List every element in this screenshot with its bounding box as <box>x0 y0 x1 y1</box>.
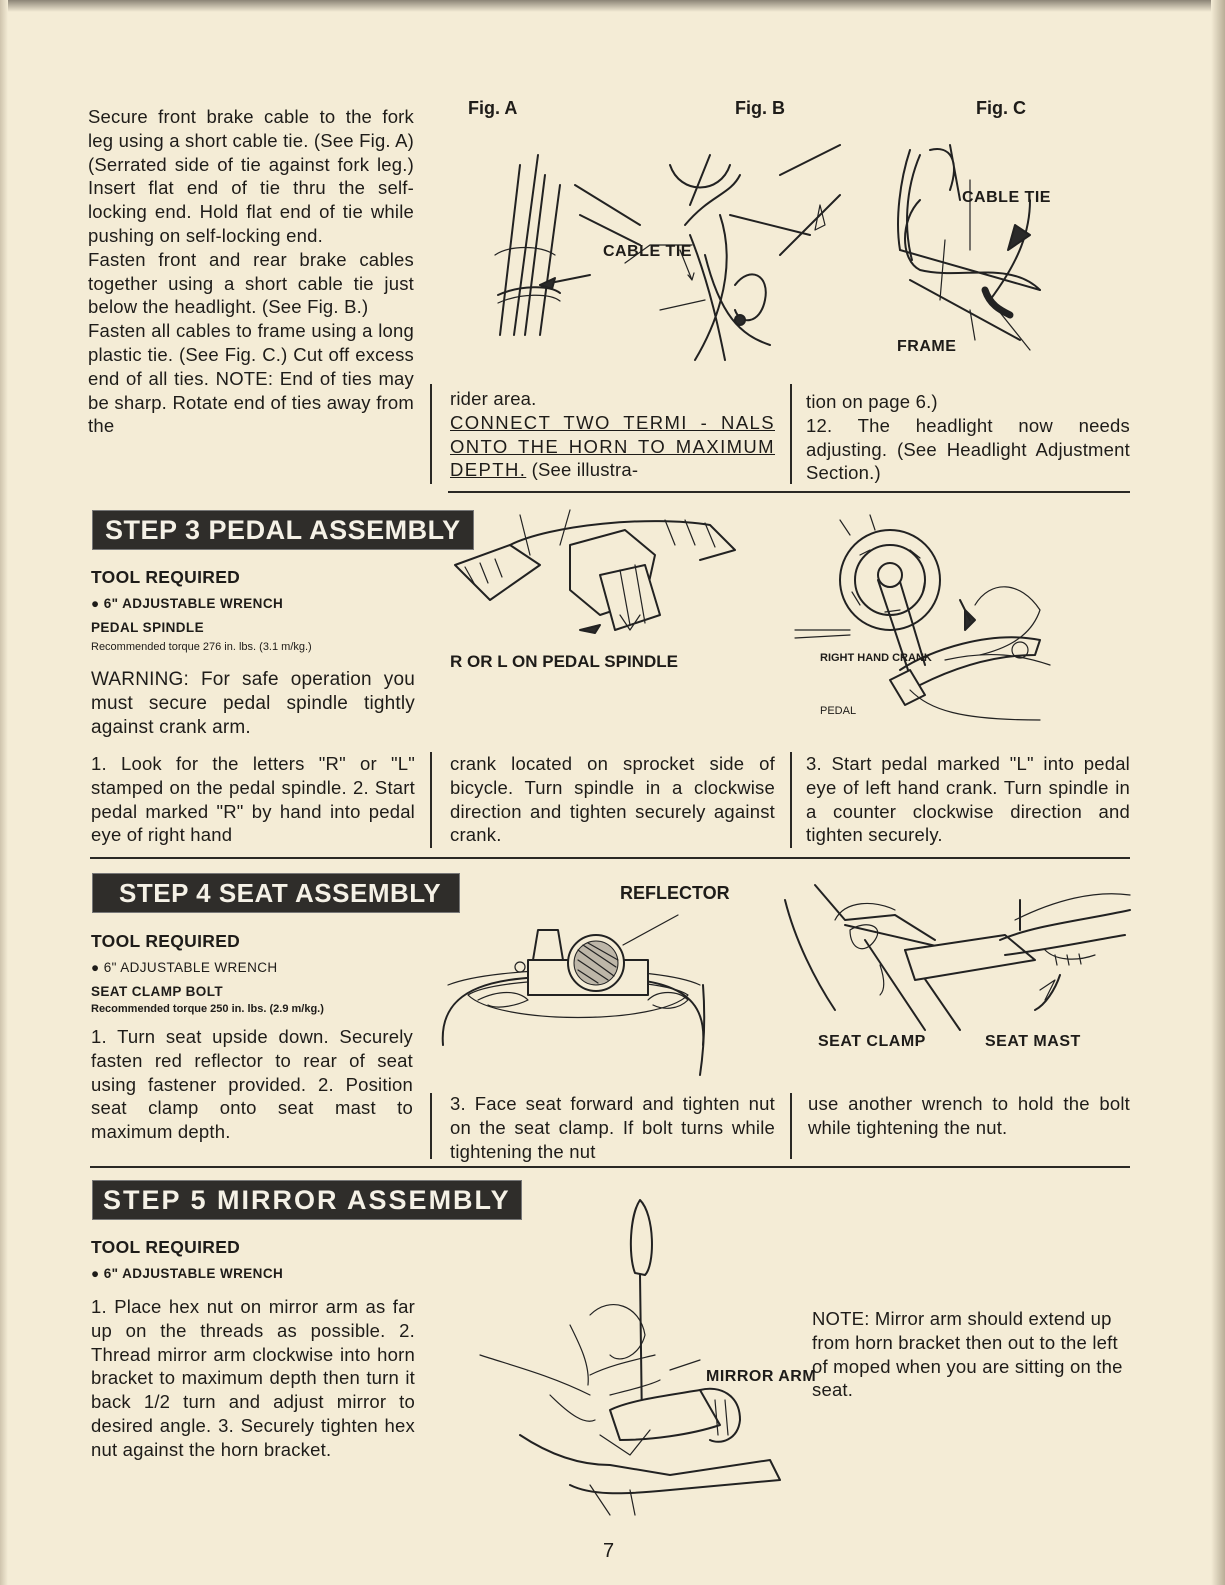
step-5-tool-block <box>91 1237 421 1281</box>
tool-required-heading: TOOL REQUIRED <box>91 931 241 951</box>
part-name: PEDAL SPINDLE <box>91 620 204 635</box>
fig-b-label: Fig. B <box>735 98 785 118</box>
step-4-col2: 3. Face seat forward and tighten nut on the seat clamp. If bolt turns while tightening the nut <box>450 1093 775 1162</box>
column-divider <box>430 1093 432 1159</box>
column-divider <box>790 752 792 848</box>
tion-on-page-text: tion on page 6.) <box>806 391 938 412</box>
column-divider <box>790 384 792 484</box>
top-col3 <box>806 390 1130 485</box>
page-left-edge <box>0 0 8 1585</box>
step-9-text: Fasten front and rear brake cables together using a short cable tie just below the headlight. (See Fig. B.) <box>88 248 414 318</box>
tool-item: ● 6" ADJUSTABLE WRENCH <box>91 1266 284 1281</box>
tool-required-heading: TOOL REQUIRED <box>91 1237 241 1257</box>
step-10-text: Fasten all cables to frame using a long plastic tie. (See Fig. C.) Cut off excess end of all ties. NOTE: End of ties may be sharp. Rotate end of ties away from the <box>88 320 414 437</box>
section-rule <box>448 491 1130 493</box>
step-8-text: Secure front brake cable to the fork leg using a short cable tie. (See Fig. A) (Serrated side of tie against fork leg.) Insert flat end of tie thru the self-locking end. Hold flat end of tie while pushing on self-locking end. <box>88 106 414 246</box>
tool-item: ● 6" ADJUSTABLE WRENCH <box>91 960 278 975</box>
fig-c-frame-label: FRAME <box>897 338 957 355</box>
fig-a-label: Fig. A <box>468 98 518 118</box>
step-12-text: 12. The headlight now needs adjusting. (See Headlight Adjustment Section.) <box>806 414 1130 484</box>
column-divider <box>430 384 432 484</box>
mirror-arm-illustration <box>470 1195 790 1515</box>
mirror-arm-label: MIRROR ARM <box>706 1368 817 1385</box>
step-3-col3: 3. Start pedal marked "L" into pedal eye of left hand crank. Turn spindle in a counter clockwise direction and tighten securely. <box>806 753 1130 846</box>
torque-spec: Recommended torque 276 in. lbs. (3.1 m/kg.) <box>91 641 312 653</box>
step-3-tool-block <box>91 567 421 653</box>
column-divider <box>790 1093 792 1159</box>
seat-clamp-illustration <box>775 880 1135 1040</box>
step-11-caps: CONNECT TWO TERMI - NALS ONTO THE HORN TO MAXIMUM DEPTH. <box>450 411 775 481</box>
tool-item: ● 6" ADJUSTABLE WRENCH <box>91 596 284 611</box>
fig-c-cable-tie-label: CABLE TIE <box>962 189 1051 206</box>
step-5-steps: 1. Place hex nut on mirror arm as far up on the threads as possible. 2. Thread mirror arm clockwise into horn bracket to maximum depth then turn it back 1/2 turn and adjust mirror to desired angle. 3. Securely tighten hex nut against the horn bracket. <box>91 1296 415 1460</box>
seat-clamp-label: SEAT CLAMP <box>818 1033 926 1050</box>
rider-area-text: rider area. <box>450 388 537 409</box>
right-hand-crank-label: RIGHT HAND CRANK <box>820 652 932 664</box>
page-number: 7 <box>603 1540 615 1562</box>
fig-c-label: Fig. C <box>976 98 1026 118</box>
top-steps-column <box>88 105 414 438</box>
part-name: SEAT CLAMP BOLT <box>91 984 223 999</box>
fig-c-illustration <box>890 140 1060 360</box>
crank-wrench-illustration <box>790 510 1060 730</box>
step-4-col3: use another wrench to hold the bolt while tightening the nut. <box>808 1093 1130 1138</box>
pedal-label: PEDAL <box>820 705 857 717</box>
pedal-warning: WARNING: For safe operation you must secure pedal spindle tightly against crank arm. <box>91 669 415 738</box>
seat-reflector-illustration <box>438 905 718 1075</box>
page-top-edge <box>0 0 1225 12</box>
mirror-note: NOTE: Mirror arm should extend up from horn bracket then out to the left of moped when you are sitting on the seat. <box>812 1308 1123 1401</box>
tool-required-heading: TOOL REQUIRED <box>91 567 241 587</box>
step-11-rest: (See illustra- <box>531 459 639 481</box>
fig-b-cable-tie-label: CABLE TIE <box>603 243 692 260</box>
step-3-col2: crank located on sprocket side of bicycle. Turn spindle in a clockwise direction and tighten securely against crank. <box>450 753 775 846</box>
pedal-spindle-caption: R OR L ON PEDAL SPINDLE <box>450 652 678 671</box>
step-3-col1: 1. Look for the letters "R" or "L" stamped on the pedal spindle. 2. Start pedal marked "R" by hand into pedal eye of right hand <box>91 753 415 846</box>
pedal-spindle-illustration <box>450 505 750 645</box>
seat-mast-label: SEAT MAST <box>985 1033 1081 1050</box>
step-3-banner: STEP 3 PEDAL ASSEMBLY <box>92 510 474 550</box>
step-4-banner: STEP 4 SEAT ASSEMBLY <box>92 873 460 913</box>
section-rule <box>90 1166 1130 1168</box>
reflector-label: REFLECTOR <box>620 883 730 903</box>
torque-spec: Recommended torque 250 in. lbs. (2.9 m/kg.) <box>91 1003 324 1015</box>
step-5-banner: STEP 5 MIRROR ASSEMBLY <box>92 1180 522 1220</box>
top-col2 <box>450 387 775 482</box>
page-right-edge <box>1211 0 1225 1585</box>
column-divider <box>430 752 432 848</box>
section-rule <box>90 857 1130 859</box>
step-4-col1: 1. Turn seat upside down. Securely fasten red reflector to rear of seat using fastener provided. 2. Position seat clamp onto seat mast to maximum depth. <box>91 1026 413 1143</box>
step-4-tool-block <box>91 931 421 1015</box>
